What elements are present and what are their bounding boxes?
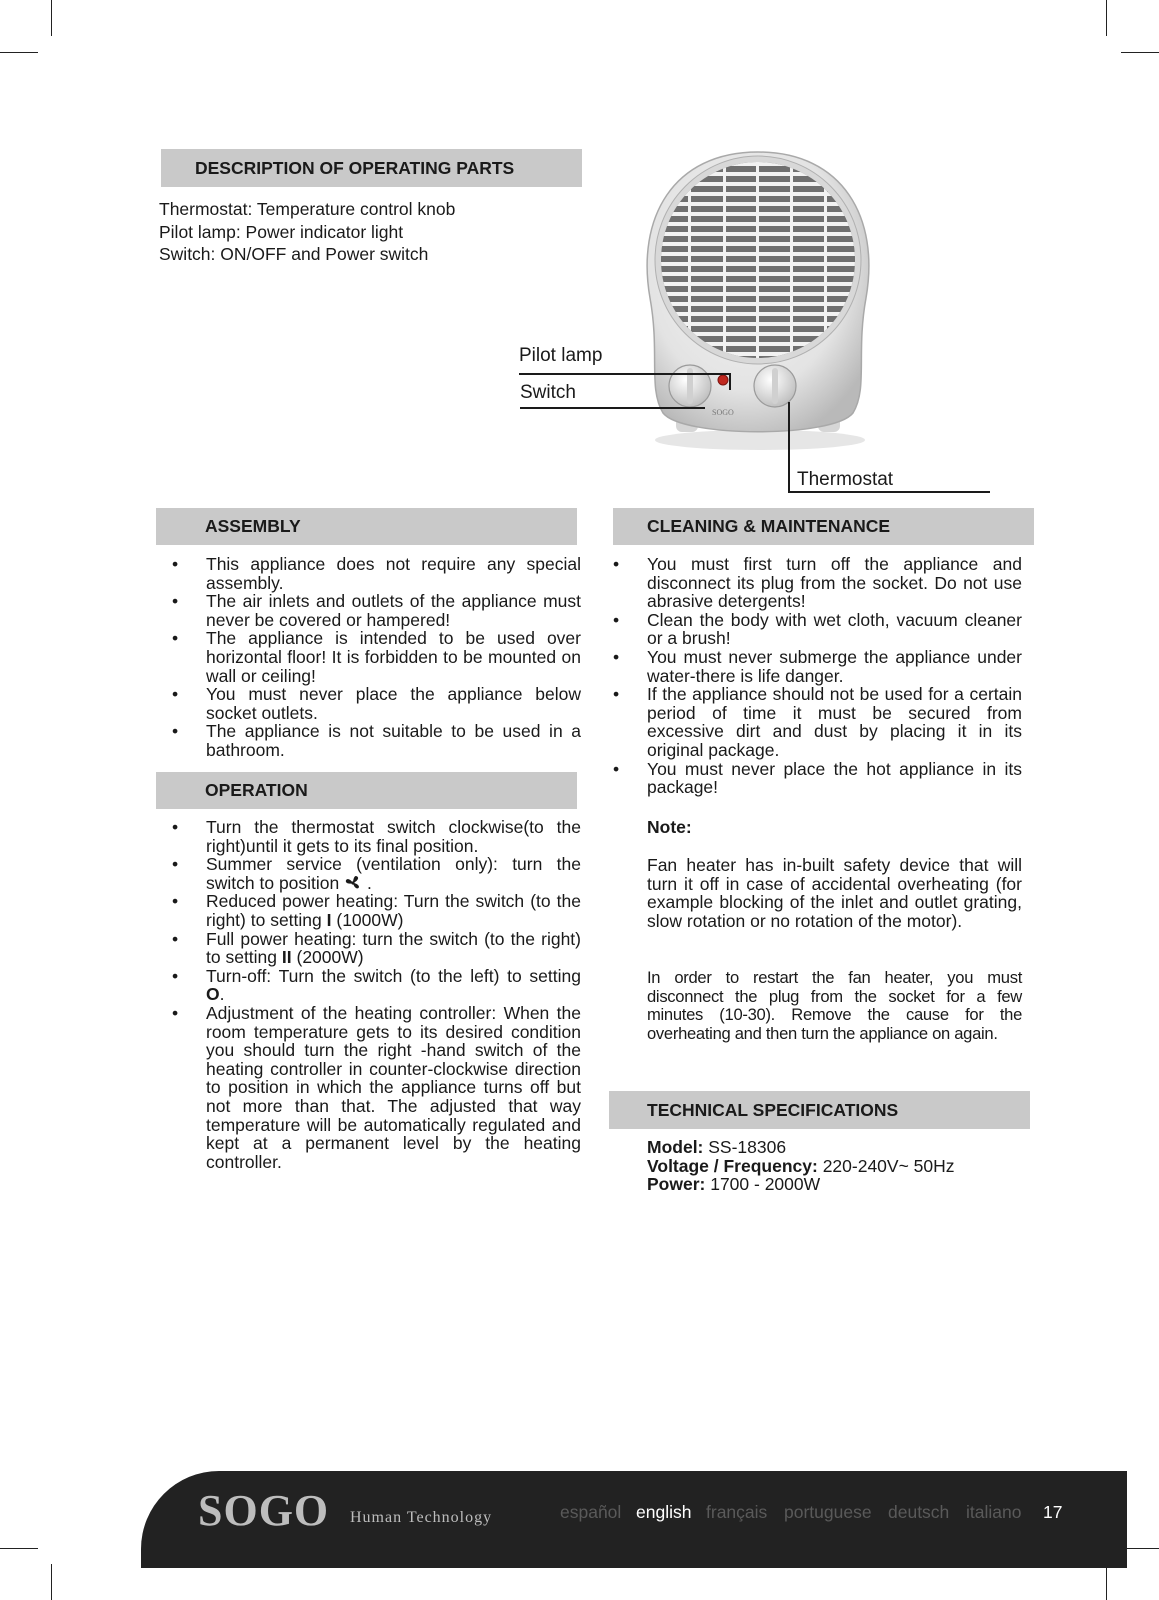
note-label: Note: <box>647 817 692 837</box>
assembly-list <box>158 555 581 760</box>
description-line: Pilot lamp: Power indicator light <box>159 221 404 242</box>
description-line: Thermostat: Temperature control knob <box>159 199 456 219</box>
operation-header <box>156 772 577 809</box>
brand-tagline: Human Technology <box>350 1509 493 1526</box>
list-item: • Reduced power heating: Turn the switch (to the right) to setting I (1000W) <box>158 892 581 929</box>
note-text: Fan heater has in-built safety device that will turn it off in case of accidental overheating (for example blocking of the inlet and outlet grating, slow rotation or no rotation of the motor). <box>647 855 1022 931</box>
tech-title: TECHNICAL SPECIFICATIONS <box>647 1099 899 1120</box>
callout-line-thermostat-rise <box>788 402 790 492</box>
list-item: • The appliance is intended to be used over horizontal floor! It is forbidden to be mounted on wall or ceiling! <box>158 629 581 685</box>
device-brand: SOGO <box>712 408 734 417</box>
callout-switch: Switch <box>520 382 576 403</box>
list-item: • Clean the body with wet cloth, vacuum cleaner or a brush! <box>599 611 1022 648</box>
assembly-title: ASSEMBLY <box>205 516 301 536</box>
callout-line-pilot <box>519 373 730 375</box>
description-title: DESCRIPTION OF OPERATING PARTS <box>195 157 515 178</box>
cleaning-header <box>613 508 1034 545</box>
spec-model: Model: SS-18306 <box>647 1137 787 1157</box>
crop-mark <box>51 0 52 36</box>
restart-text: In order to restart the fan heater, you must disconnect the plug from the socket for a few minutes (10-30). Remove the cause for the overheating and then turn the appliance on again. <box>647 968 1022 1043</box>
lang-espanol[interactable]: español <box>560 1502 622 1522</box>
callout-thermostat: Thermostat <box>797 469 894 490</box>
crop-mark <box>0 52 38 53</box>
list-item: • If the appliance should not be used for a certain period of time it must be secured from excessive dirt and dust by placing it in its original package. <box>599 685 1022 759</box>
list-item: • Turn the thermostat switch clockwise(to the right)until it gets to its final position. <box>158 818 581 855</box>
pilot-lamp-light <box>718 375 728 385</box>
callout-line-thermostat <box>788 491 990 493</box>
callout-pilot-lamp: Pilot lamp <box>519 345 603 366</box>
list-item: • The appliance is not suitable to be used in a bathroom. <box>158 722 581 759</box>
list-item: • Summer service (ventilation only): turn the switch to position . <box>158 855 581 892</box>
lang-francais[interactable]: français <box>706 1502 768 1522</box>
list-item: • You must never place the hot appliance in its package! <box>599 760 1022 797</box>
list-item: • You must never place the appliance below socket outlets. <box>158 685 581 722</box>
description-header <box>161 149 582 187</box>
operation-list <box>158 818 581 1171</box>
list-item: • You must never submerge the appliance under water-there is life danger. <box>599 648 1022 685</box>
list-item: • You must first turn off the appliance and disconnect its plug from the socket. Do not use abrasive detergents! <box>599 555 1022 611</box>
cleaning-list <box>599 555 1022 797</box>
list-item: • This appliance does not require any special assembly. <box>158 555 581 592</box>
description-line: Switch: ON/OFF and Power switch <box>159 244 429 264</box>
spec-power: Power: 1700 - 2000W <box>647 1174 821 1195</box>
list-item: • Adjustment of the heating controller: When the room temperature gets to its desired condition you should turn the right -hand switch of the heating controller in counter-clockwise direction to position in which the appliance turns off but not more than that. The adjusted that way temperature will be automatically regulated and kept at a permanent level by the heating controller. <box>158 1004 581 1171</box>
crop-mark <box>1106 1564 1107 1600</box>
heater-shadow <box>655 430 865 450</box>
brand-logo: SOGO <box>198 1486 330 1535</box>
lang-english[interactable]: english <box>636 1502 692 1522</box>
list-item: • Turn-off: Turn the switch (to the left) to setting O. <box>158 967 581 1004</box>
lang-deutsch[interactable]: deutsch <box>888 1502 950 1522</box>
page-number: 17 <box>1043 1502 1063 1522</box>
description-text <box>159 198 519 266</box>
tech-header <box>609 1091 1030 1129</box>
crop-mark <box>1106 0 1107 36</box>
lang-portuguese[interactable]: portuguese <box>784 1502 872 1522</box>
lang-italiano[interactable]: italiano <box>966 1502 1022 1522</box>
fan-icon <box>344 875 362 891</box>
callout-line-switch <box>520 407 705 409</box>
crop-mark <box>1121 52 1159 53</box>
spec-voltage: Voltage / Frequency: 220-240V~ 50Hz <box>647 1155 955 1176</box>
operation-title: OPERATION <box>205 780 308 800</box>
list-item: • Full power heating: turn the switch (to the right) to setting II (2000W) <box>158 930 581 967</box>
fan-heater-figure <box>628 148 888 458</box>
assembly-header <box>156 508 577 545</box>
cleaning-title: CLEANING & MAINTENANCE <box>647 516 891 536</box>
list-item: • The air inlets and outlets of the appliance must never be covered or hampered! <box>158 592 581 629</box>
crop-mark <box>51 1564 52 1600</box>
tech-specs <box>647 1138 1027 1194</box>
callout-line-pilot-drop <box>729 373 731 390</box>
crop-mark <box>0 1548 38 1549</box>
